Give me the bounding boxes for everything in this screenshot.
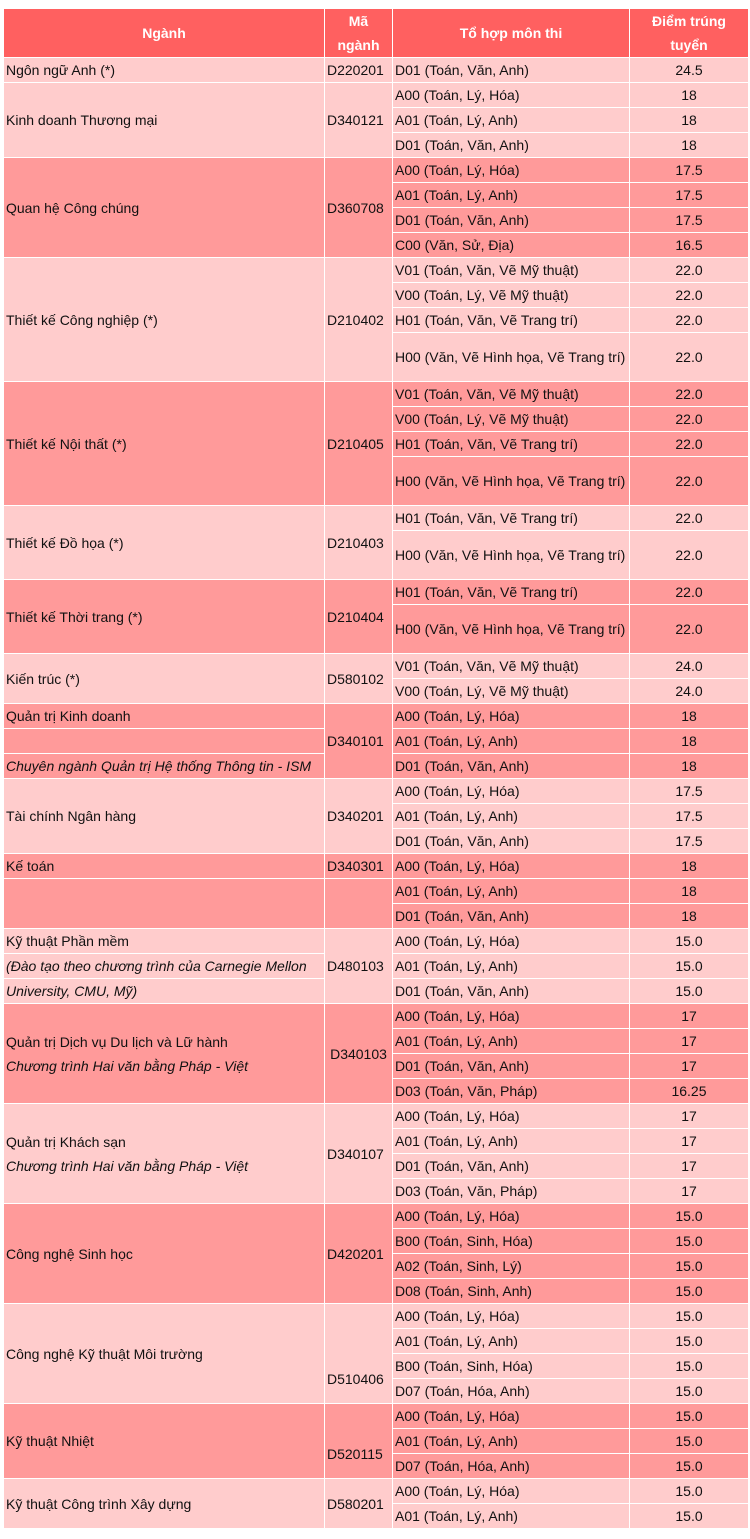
combo-cell: V01 (Toán, Văn, Vẽ Mỹ thuật): [393, 258, 630, 283]
combo-cell: A00 (Toán, Lý, Hóa): [393, 83, 630, 108]
combo-cell: A00 (Toán, Lý, Hóa): [393, 1204, 630, 1229]
score-cell: 22.0: [630, 258, 749, 283]
score-cell: 18: [630, 704, 749, 729]
combo-cell: A01 (Toán, Lý, Anh): [393, 1329, 630, 1354]
combo-cell: D01 (Toán, Văn, Anh): [393, 904, 630, 929]
header-combo: Tổ hợp môn thi: [393, 9, 630, 58]
major-title: Quản trị Khách sạn: [6, 1133, 126, 1150]
code-cell: D360708: [325, 158, 393, 258]
score-cell: 16.25: [630, 1079, 749, 1104]
combo-cell: D01 (Toán, Văn, Anh): [393, 1054, 630, 1079]
score-cell: 22.0: [630, 432, 749, 457]
score-cell: 17: [630, 1104, 749, 1129]
score-cell: 17.5: [630, 183, 749, 208]
score-cell: 17: [630, 1179, 749, 1204]
combo-cell: A00 (Toán, Lý, Hóa): [393, 1004, 630, 1029]
table-row: [4, 382, 749, 407]
table-row: [4, 929, 749, 954]
score-cell: 17: [630, 1154, 749, 1179]
score-cell: 17: [630, 1129, 749, 1154]
code-cell: D340101: [325, 704, 393, 779]
score-cell: 17: [630, 1054, 749, 1079]
score-cell: 17.5: [630, 804, 749, 829]
code-cell: D520115: [325, 1404, 393, 1479]
admission-score-table: [3, 8, 749, 1529]
code-cell: D220201: [325, 58, 393, 83]
major-note: (Đào tạo theo chương trình của Carnegie Mellon: [4, 954, 325, 979]
combo-cell: A01 (Toán, Lý, Anh): [393, 954, 630, 979]
score-cell: 15.0: [630, 1404, 749, 1429]
combo-cell: D01 (Toán, Văn, Anh): [393, 754, 630, 779]
combo-cell: D07 (Toán, Hóa, Anh): [393, 1454, 630, 1479]
combo-cell: A00 (Toán, Lý, Hóa): [393, 929, 630, 954]
admission-table-container: [3, 8, 748, 1529]
combo-cell: A00 (Toán, Lý, Hóa): [393, 1304, 630, 1329]
combo-cell: D01 (Toán, Văn, Anh): [393, 979, 630, 1004]
combo-cell: A00 (Toán, Lý, Hóa): [393, 704, 630, 729]
score-cell: 22.0: [630, 407, 749, 432]
score-cell: 18: [630, 83, 749, 108]
table-row: [4, 879, 749, 904]
combo-cell: A01 (Toán, Lý, Anh): [393, 729, 630, 754]
combo-cell: D07 (Toán, Hóa, Anh): [393, 1379, 630, 1404]
score-cell: 18: [630, 754, 749, 779]
score-cell: 17: [630, 1029, 749, 1054]
combo-cell: D01 (Toán, Văn, Anh): [393, 1154, 630, 1179]
score-cell: 17.5: [630, 779, 749, 804]
score-cell: 15.0: [630, 1279, 749, 1304]
score-cell: 18: [630, 879, 749, 904]
table-row: [4, 1404, 749, 1429]
combo-cell: A01 (Toán, Lý, Anh): [393, 108, 630, 133]
major-cell: [4, 1004, 325, 1104]
combo-cell: A00 (Toán, Lý, Hóa): [393, 158, 630, 183]
score-cell: 15.0: [630, 979, 749, 1004]
code-cell: D210403: [325, 506, 393, 580]
major-cell: [4, 729, 325, 754]
combo-cell: V01 (Toán, Văn, Vẽ Mỹ thuật): [393, 382, 630, 407]
combo-cell: D01 (Toán, Văn, Anh): [393, 133, 630, 158]
score-cell: 15.0: [630, 1354, 749, 1379]
table-row: [4, 779, 749, 804]
table-header-row: [4, 9, 749, 58]
score-cell: 22.0: [630, 457, 749, 506]
table-row: [4, 1204, 749, 1229]
code-cell: D210404: [325, 580, 393, 654]
combo-cell: V00 (Toán, Lý, Vẽ Mỹ thuật): [393, 283, 630, 308]
score-cell: 15.0: [630, 1304, 749, 1329]
major-cell: Thiết kế Thời trang (*): [4, 580, 325, 654]
code-cell: D480103: [325, 929, 393, 1004]
table-row: [4, 854, 749, 879]
code-cell: D210402: [325, 258, 393, 382]
major-cell: Tài chính Ngân hàng: [4, 779, 325, 854]
score-cell: 17.5: [630, 158, 749, 183]
combo-cell: B00 (Toán, Sinh, Hóa): [393, 1354, 630, 1379]
score-cell: 15.0: [630, 1254, 749, 1279]
table-row: [4, 1479, 749, 1504]
score-cell: 15.0: [630, 1454, 749, 1479]
major-note: Chương trình Hai văn bằng Pháp - Việt: [6, 1157, 248, 1174]
combo-cell: A00 (Toán, Lý, Hóa): [393, 1404, 630, 1429]
combo-cell: H00 (Văn, Vẽ Hình họa, Vẽ Trang trí): [393, 605, 630, 654]
score-cell: 15.0: [630, 1379, 749, 1404]
major-title: Quản trị Dịch vụ Du lịch và Lữ hành: [6, 1033, 228, 1050]
combo-cell: C00 (Văn, Sử, Địa): [393, 233, 630, 258]
header-score: Điểm trúng tuyển: [630, 9, 749, 58]
table-row: [4, 1104, 749, 1129]
combo-cell: A01 (Toán, Lý, Anh): [393, 1129, 630, 1154]
code-cell: D420201: [325, 1204, 393, 1304]
major-note: Chuyên ngành Quản trị Hệ thống Thông tin - ISM: [4, 754, 325, 779]
score-cell: 16.5: [630, 233, 749, 258]
combo-cell: D01 (Toán, Văn, Anh): [393, 208, 630, 233]
combo-cell: A01 (Toán, Lý, Anh): [393, 1504, 630, 1529]
table-row: [4, 158, 749, 183]
combo-cell: A01 (Toán, Lý, Anh): [393, 1429, 630, 1454]
score-cell: 22.0: [630, 382, 749, 407]
code-cell: D340301: [325, 854, 393, 879]
score-cell: 22.0: [630, 580, 749, 605]
score-cell: 22.0: [630, 506, 749, 531]
combo-cell: A00 (Toán, Lý, Hóa): [393, 1479, 630, 1504]
table-row: [4, 506, 749, 531]
code-cell: D210405: [325, 382, 393, 506]
table-row: [4, 1304, 749, 1329]
combo-cell: H00 (Văn, Vẽ Hình họa, Vẽ Trang trí): [393, 531, 630, 580]
major-cell: Kế toán: [4, 854, 325, 879]
score-cell: 18: [630, 108, 749, 133]
score-cell: 18: [630, 854, 749, 879]
code-cell: D340201: [325, 779, 393, 854]
combo-cell: H00 (Văn, Vẽ Hình họa, Vẽ Trang trí): [393, 457, 630, 506]
score-cell: 15.0: [630, 1479, 749, 1504]
score-cell: 17.5: [630, 829, 749, 854]
score-cell: 17.5: [630, 208, 749, 233]
combo-cell: A00 (Toán, Lý, Hóa): [393, 779, 630, 804]
header-code: Mã ngành: [325, 9, 393, 58]
code-cell: D510406: [325, 1304, 393, 1404]
combo-cell: A00 (Toán, Lý, Hóa): [393, 854, 630, 879]
score-cell: 22.0: [630, 308, 749, 333]
major-cell: Công nghệ Kỹ thuật Môi trường: [4, 1304, 325, 1404]
score-cell: 15.0: [630, 954, 749, 979]
major-cell: Kỹ thuật Công trình Xây dựng: [4, 1479, 325, 1529]
table-row: [4, 258, 749, 283]
table-row: [4, 83, 749, 108]
table-row: [4, 654, 749, 679]
score-cell: 18: [630, 133, 749, 158]
combo-cell: A00 (Toán, Lý, Hóa): [393, 1104, 630, 1129]
combo-cell: H01 (Toán, Văn, Vẽ Trang trí): [393, 432, 630, 457]
major-cell: Thiết kế Công nghiệp (*): [4, 258, 325, 382]
combo-cell: D03 (Toán, Văn, Pháp): [393, 1179, 630, 1204]
major-cell: Thiết kế Đồ họa (*): [4, 506, 325, 580]
major-cell: [4, 879, 325, 929]
score-cell: 24.0: [630, 654, 749, 679]
major-cell: Kỹ thuật Nhiệt: [4, 1404, 325, 1479]
score-cell: 22.0: [630, 531, 749, 580]
combo-cell: B00 (Toán, Sinh, Hóa): [393, 1229, 630, 1254]
major-note: University, CMU, Mỹ): [4, 979, 325, 1004]
major-cell: Kinh doanh Thương mại: [4, 83, 325, 158]
major-cell: Quan hệ Công chúng: [4, 158, 325, 258]
major-cell: Thiết kế Nội thất (*): [4, 382, 325, 506]
score-cell: 15.0: [630, 1229, 749, 1254]
code-cell: D580201: [325, 1479, 393, 1529]
score-cell: 15.0: [630, 929, 749, 954]
score-cell: 15.0: [630, 1504, 749, 1529]
score-cell: 24.5: [630, 58, 749, 83]
header-major: Ngành: [4, 9, 325, 58]
major-note: Chương trình Hai văn bằng Pháp - Việt: [6, 1057, 248, 1074]
major-cell: Kỹ thuật Phần mềm: [4, 929, 325, 954]
combo-cell: A01 (Toán, Lý, Anh): [393, 804, 630, 829]
code-cell: D340121: [325, 83, 393, 158]
major-cell: [4, 1104, 325, 1204]
table-row: [4, 704, 749, 729]
code-cell: D340107: [325, 1104, 393, 1204]
combo-cell: V00 (Toán, Lý, Vẽ Mỹ thuật): [393, 407, 630, 432]
combo-cell: H01 (Toán, Văn, Vẽ Trang trí): [393, 580, 630, 605]
combo-cell: V00 (Toán, Lý, Vẽ Mỹ thuật): [393, 679, 630, 704]
score-cell: 18: [630, 729, 749, 754]
score-cell: 24.0: [630, 679, 749, 704]
combo-cell: A01 (Toán, Lý, Anh): [393, 1029, 630, 1054]
table-row: [4, 58, 749, 83]
combo-cell: D08 (Toán, Sinh, Anh): [393, 1279, 630, 1304]
combo-cell: D01 (Toán, Văn, Anh): [393, 58, 630, 83]
code-cell: D580102: [325, 654, 393, 704]
combo-cell: H01 (Toán, Văn, Vẽ Trang trí): [393, 308, 630, 333]
major-cell: Kiến trúc (*): [4, 654, 325, 704]
table-row: [4, 1004, 749, 1029]
major-cell: Quản trị Kinh doanh: [4, 704, 325, 729]
score-cell: 22.0: [630, 605, 749, 654]
code-cell: [325, 879, 393, 929]
score-cell: 15.0: [630, 1329, 749, 1354]
score-cell: 22.0: [630, 283, 749, 308]
combo-cell: H01 (Toán, Văn, Vẽ Trang trí): [393, 506, 630, 531]
combo-cell: A01 (Toán, Lý, Anh): [393, 879, 630, 904]
combo-cell: A02 (Toán, Sinh, Lý): [393, 1254, 630, 1279]
combo-cell: D01 (Toán, Văn, Anh): [393, 829, 630, 854]
score-cell: 15.0: [630, 1204, 749, 1229]
combo-cell: D03 (Toán, Văn, Pháp): [393, 1079, 630, 1104]
score-cell: 22.0: [630, 333, 749, 382]
score-cell: 18: [630, 904, 749, 929]
major-cell: Ngôn ngữ Anh (*): [4, 58, 325, 83]
combo-cell: V01 (Toán, Văn, Vẽ Mỹ thuật): [393, 654, 630, 679]
combo-cell: A01 (Toán, Lý, Anh): [393, 183, 630, 208]
combo-cell: H00 (Văn, Vẽ Hình họa, Vẽ Trang trí): [393, 333, 630, 382]
table-row: [4, 580, 749, 605]
major-cell: Công nghệ Sinh học: [4, 1204, 325, 1304]
score-cell: 17: [630, 1004, 749, 1029]
score-cell: 15.0: [630, 1429, 749, 1454]
code-cell: D340103: [325, 1004, 393, 1104]
